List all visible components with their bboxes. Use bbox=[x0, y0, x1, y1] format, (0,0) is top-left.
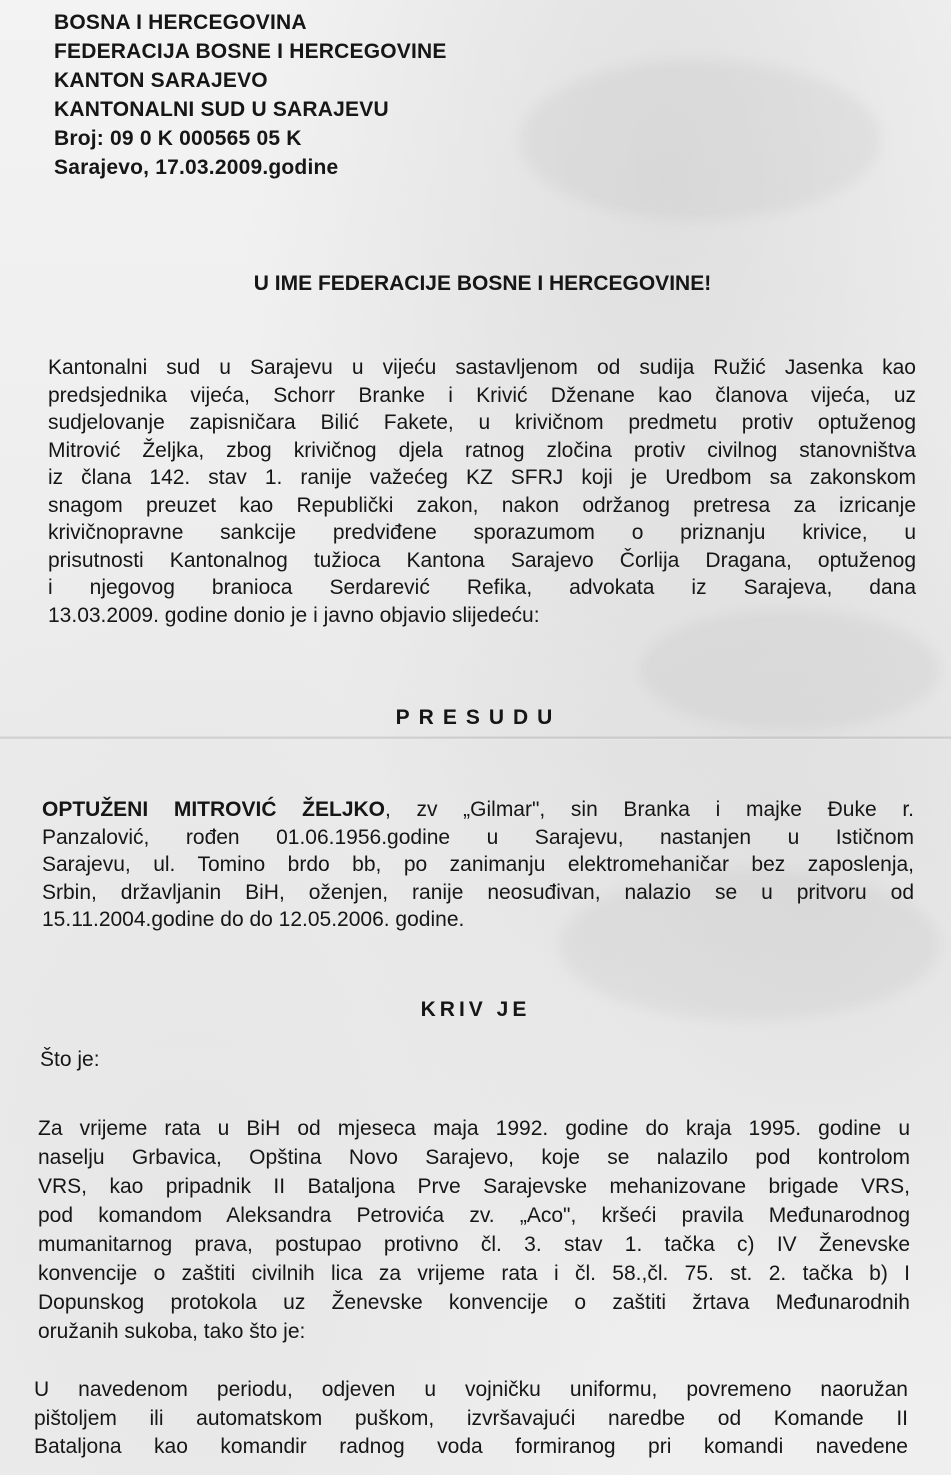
facts-line: konvencije o zaštiti civilnih lica za vrijeme rata i čl. 58.,čl. 75. st. 2. tačka b) I bbox=[38, 1262, 910, 1285]
accused-line: Srbin, državljanin BiH, oženjen, ranije neosuđivan, nalazio se u pritvoru od bbox=[42, 880, 914, 904]
accused-line-rest: , zv „Gilmar", sin Branka i majke Đuke r. bbox=[385, 798, 914, 821]
accused-first-line bbox=[42, 796, 914, 824]
facts-line: VRS, kao pripadnik II Bataljona Prve Sarajevske mehanizovane brigade VRS, bbox=[38, 1175, 910, 1198]
heading-in-the-name: U IME FEDERACIJE BOSNE I HERCEGOVINE! bbox=[253, 272, 712, 295]
intro-line: 13.03.2009. godine donio je i javno objavio slijedeću: bbox=[48, 603, 540, 627]
intro-line: Kantonalni sud u Sarajevu u vijeću sastavljenom od sudija Ružić Jasenka kao bbox=[48, 356, 916, 379]
heading-verdict: PRESUDU bbox=[395, 706, 562, 729]
intro-line: snagom preuzet kao Republički zakon, nakon održanog pretresa za izricanje bbox=[48, 493, 916, 517]
header-line-federation: FEDERACIJA BOSNE I HERCEGOVINE bbox=[54, 40, 447, 63]
accused-line: Panzalović, rođen 01.06.1956.godine u Sarajevu, nastanjen u Ističnom bbox=[42, 825, 914, 849]
period-line: U navedenom periodu, odjeven u vojničku uniformu, povremeno naoružan bbox=[34, 1378, 908, 1401]
intro-line: i njegovog branioca Serdarević Refika, advokata iz Sarajeva, dana bbox=[48, 576, 916, 599]
header-line-court: KANTONALNI SUD U SARAJEVU bbox=[54, 98, 389, 121]
intro-line: iz člana 142. stav 1. ranije važećeg KZ SFRJ koji je Uredbom sa zakonskom bbox=[48, 466, 916, 489]
period-line: Bataljona kao komandir radnog voda formiranog pri komandi navedene bbox=[34, 1435, 908, 1458]
intro-line: Mitrović Željka, zbog krivičnog djela ratnog zločina protiv civilnog stanovništva bbox=[48, 438, 916, 462]
header-line-country: BOSNA I HERCEGOVINA bbox=[54, 11, 307, 34]
sto-je-label: Što je: bbox=[40, 1048, 100, 1071]
accused-line: Sarajevu, ul. Tomino brdo bb, po zanimanju elektromehaničar bez zaposlenja, bbox=[42, 853, 914, 876]
facts-line: mumanitarnog prava, postupao protivno čl. 3. stav 1. tačka c) IV Ženevske bbox=[38, 1233, 910, 1256]
paper-smudge bbox=[520, 60, 880, 220]
intro-paragraph bbox=[48, 354, 916, 629]
header-line-date: Sarajevo, 17.03.2009.godine bbox=[54, 156, 339, 179]
period-line: pištoljem ili automatskom puškom, izvršavajući naredbe od Komande II bbox=[34, 1406, 908, 1430]
header-line-canton: KANTON SARAJEVO bbox=[54, 69, 268, 92]
facts-line: pod komandom Aleksandra Petrovića zv. „Aco", kršeći pravila Međunarodnog bbox=[38, 1204, 910, 1227]
facts-line: Za vrijeme rata u BiH od mjeseca maja 1992. godine do kraja 1995. godine u bbox=[38, 1117, 910, 1140]
period-paragraph bbox=[34, 1376, 908, 1462]
accused-line: 15.11.2004.godine do do 12.05.2006. godine. bbox=[42, 908, 465, 931]
heading-guilty: KRIV JE bbox=[420, 998, 531, 1021]
facts-line: Dopunskog protokola uz Ženevske konvencije o zaštiti žrtava Međunarodnih bbox=[38, 1291, 910, 1314]
intro-line: prisutnosti Kantonalnog tužioca Kantona Sarajevo Čorlija Dragana, optuženog bbox=[48, 548, 916, 572]
court-header bbox=[54, 8, 447, 182]
page-fold-crease bbox=[0, 736, 951, 740]
facts-paragraph bbox=[38, 1114, 910, 1346]
intro-line: krivičnopravne sankcije predviđene sporazumom o priznanju krivice, u bbox=[48, 521, 916, 544]
facts-line: naselju Grbavica, Opština Novo Sarajevo, koje se nalazilo pod kontrolom bbox=[38, 1146, 910, 1169]
accused-paragraph bbox=[42, 796, 914, 934]
facts-line: oružanih sukoba, tako što je: bbox=[38, 1320, 306, 1343]
intro-line: predsjednika vijeća, Schorr Branke i Krivić Dženane kao članova vijeća, uz bbox=[48, 383, 916, 407]
accused-name: OPTUŽENI MITROVIĆ ŽELJKO bbox=[42, 798, 385, 821]
header-line-case-number: Broj: 09 0 K 000565 05 K bbox=[54, 127, 302, 150]
intro-line: sudjelovanje zapisničara Bilić Fakete, u krivičnom predmetu protiv optuženog bbox=[48, 411, 916, 434]
